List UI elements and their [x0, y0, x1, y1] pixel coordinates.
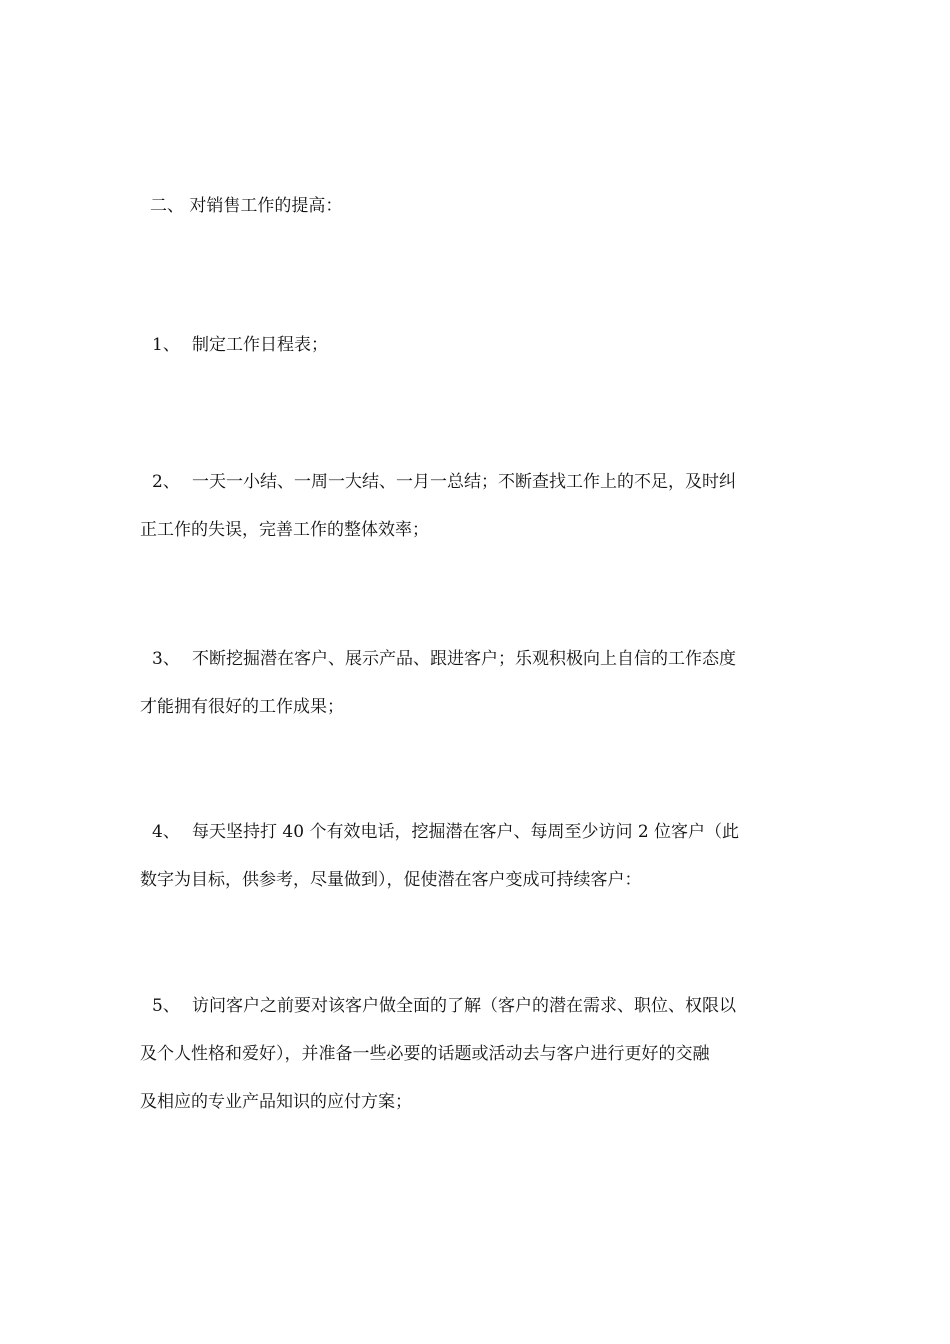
list-item: [140, 321, 820, 369]
list-item-text: 制定工作日程表；: [192, 335, 328, 355]
list-item-line: [140, 321, 820, 369]
list-item-line: 正工作的失误，完善工作的整体效率；: [140, 520, 429, 540]
list-item-number: 3、: [152, 649, 180, 669]
list-item-line: [140, 458, 820, 506]
list-item-number: 5、: [152, 996, 180, 1016]
list-item: [140, 808, 820, 904]
list-item-line: 及个人性格和爱好），并准备一些必要的话题或活动去与客户进行更好的交融: [140, 1044, 710, 1064]
list-item-line: [140, 982, 820, 1030]
list-item-line: [140, 808, 820, 856]
list-item-text: 访问客户之前要对该客户做全面的了解（客户的潜在需求、职位、权限以: [192, 996, 736, 1016]
list-item-text: 一天一小结、一周一大结、一月一总结；不断查找工作上的不足，及时纠: [192, 472, 736, 492]
list-item-line: 才能拥有很好的工作成果；: [140, 697, 344, 717]
list-item-line: [140, 635, 820, 683]
list-item-number: 4、: [152, 822, 180, 842]
list-item-number: 2、: [152, 472, 180, 492]
list-item-line: 数字为目标，供参考，尽量做到），促使潜在客户变成可持续客户：: [140, 870, 642, 890]
section-heading: 二、 对销售工作的提高：: [150, 196, 343, 216]
list-item: [140, 458, 820, 554]
list-item: [140, 635, 820, 731]
list-item-text: 不断挖掘潜在客户、展示产品、跟进客户；乐观积极向上自信的工作态度: [192, 649, 736, 669]
list-item: [140, 982, 820, 1126]
list-item-number: 1、: [152, 335, 180, 355]
list-item-line: 及相应的专业产品知识的应付方案；: [140, 1092, 412, 1112]
list-item-text: 每天坚持打 40 个有效电话，挖掘潜在客户、每周至少访问 2 位客户（此: [192, 822, 740, 842]
